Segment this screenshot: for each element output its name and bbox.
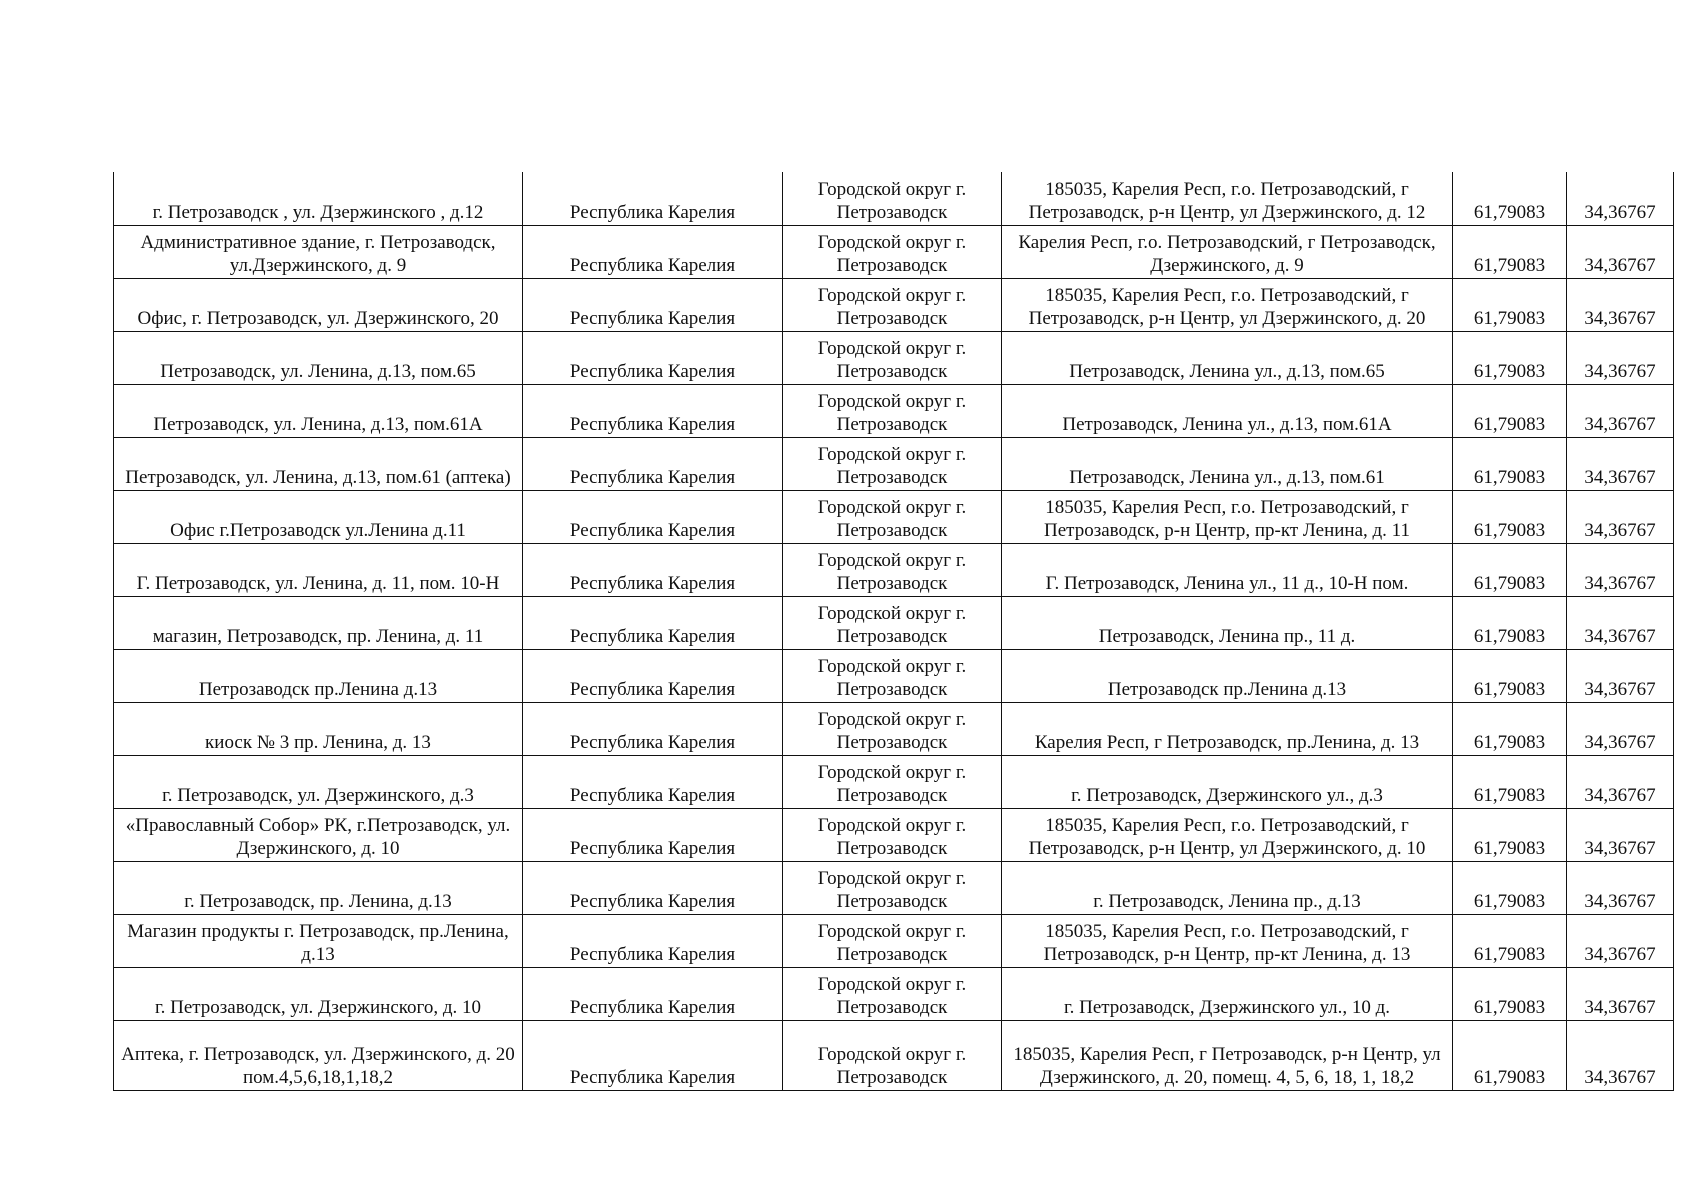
municipality-cell: Городской округ г. Петрозаводск: [783, 808, 1002, 861]
latitude-cell: 61,79083: [1453, 596, 1567, 649]
full-address-cell: 185035, Карелия Респ, г.о. Петрозаводский, г Петрозаводск, р-н Центр, пр-кт Ленина, д. 13: [1002, 914, 1453, 967]
municipality-cell: Городской округ г. Петрозаводск: [783, 490, 1002, 543]
longitude-cell: 34,36767: [1567, 225, 1674, 278]
table-row: [114, 914, 1674, 967]
table-row: [114, 861, 1674, 914]
table-row: [114, 543, 1674, 596]
object-name-cell: Офис г.Петрозаводск ул.Ленина д.11: [114, 490, 523, 543]
full-address-cell: г. Петрозаводск, Дзержинского ул., д.3: [1002, 755, 1453, 808]
full-address-cell: 185035, Карелия Респ, г.о. Петрозаводский, г Петрозаводск, р-н Центр, пр-кт Ленина, д. 11: [1002, 490, 1453, 543]
longitude-cell: 34,36767: [1567, 914, 1674, 967]
object-name-cell: г. Петрозаводск, ул. Дзержинского, д. 10: [114, 967, 523, 1020]
full-address-cell: г. Петрозаводск, Ленина пр., д.13: [1002, 861, 1453, 914]
latitude-cell: 61,79083: [1453, 967, 1567, 1020]
municipality-cell: Городской округ г. Петрозаводск: [783, 437, 1002, 490]
latitude-cell: 61,79083: [1453, 437, 1567, 490]
latitude-cell: 61,79083: [1453, 225, 1567, 278]
table-row: [114, 384, 1674, 437]
region-cell: Республика Карелия: [523, 225, 783, 278]
table-row: [114, 649, 1674, 702]
municipality-cell: Городской округ г. Петрозаводск: [783, 331, 1002, 384]
object-name-cell: Петрозаводск, ул. Ленина, д.13, пом.61 (аптека): [114, 437, 523, 490]
region-cell: Республика Карелия: [523, 437, 783, 490]
longitude-cell: 34,36767: [1567, 596, 1674, 649]
region-cell: Республика Карелия: [523, 808, 783, 861]
region-cell: Республика Карелия: [523, 861, 783, 914]
municipality-cell: Городской округ г. Петрозаводск: [783, 278, 1002, 331]
table-row: [114, 702, 1674, 755]
object-name-cell: Петрозаводск пр.Ленина д.13: [114, 649, 523, 702]
full-address-cell: 185035, Карелия Респ, г.о. Петрозаводский, г Петрозаводск, р-н Центр, ул Дзержинского, д. 12: [1002, 172, 1453, 225]
latitude-cell: 61,79083: [1453, 490, 1567, 543]
object-name-cell: «Православный Собор» РК, г.Петрозаводск, ул. Дзержинского, д. 10: [114, 808, 523, 861]
table-row: [114, 967, 1674, 1020]
municipality-cell: Городской округ г. Петрозаводск: [783, 543, 1002, 596]
object-name-cell: Петрозаводск, ул. Ленина, д.13, пом.65: [114, 331, 523, 384]
region-cell: Республика Карелия: [523, 596, 783, 649]
object-name-cell: г. Петрозаводск, пр. Ленина, д.13: [114, 861, 523, 914]
full-address-cell: 185035, Карелия Респ, г.о. Петрозаводский, г Петрозаводск, р-н Центр, ул Дзержинского, д. 20: [1002, 278, 1453, 331]
longitude-cell: 34,36767: [1567, 437, 1674, 490]
longitude-cell: 34,36767: [1567, 755, 1674, 808]
table-row: [114, 437, 1674, 490]
region-cell: Республика Карелия: [523, 384, 783, 437]
table-row: [114, 808, 1674, 861]
longitude-cell: 34,36767: [1567, 384, 1674, 437]
latitude-cell: 61,79083: [1453, 914, 1567, 967]
longitude-cell: 34,36767: [1567, 331, 1674, 384]
table-row: [114, 331, 1674, 384]
longitude-cell: 34,36767: [1567, 861, 1674, 914]
object-name-cell: киоск № 3 пр. Ленина, д. 13: [114, 702, 523, 755]
longitude-cell: 34,36767: [1567, 172, 1674, 225]
object-name-cell: Магазин продукты г. Петрозаводск, пр.Ленина, д.13: [114, 914, 523, 967]
municipality-cell: Городской округ г. Петрозаводск: [783, 596, 1002, 649]
municipality-cell: Городской округ г. Петрозаводск: [783, 1020, 1002, 1090]
full-address-cell: г. Петрозаводск, Дзержинского ул., 10 д.: [1002, 967, 1453, 1020]
full-address-cell: Петрозаводск, Ленина ул., д.13, пом.61: [1002, 437, 1453, 490]
latitude-cell: 61,79083: [1453, 649, 1567, 702]
region-cell: Республика Карелия: [523, 172, 783, 225]
longitude-cell: 34,36767: [1567, 278, 1674, 331]
region-cell: Республика Карелия: [523, 702, 783, 755]
longitude-cell: 34,36767: [1567, 808, 1674, 861]
object-name-cell: Аптека, г. Петрозаводск, ул. Дзержинского, д. 20 пом.4,5,6,18,1,18,2: [114, 1020, 523, 1090]
latitude-cell: 61,79083: [1453, 543, 1567, 596]
full-address-cell: 185035, Карелия Респ, г.о. Петрозаводский, г Петрозаводск, р-н Центр, ул Дзержинского, д. 10: [1002, 808, 1453, 861]
table-row: [114, 172, 1674, 225]
latitude-cell: 61,79083: [1453, 808, 1567, 861]
full-address-cell: Карелия Респ, г Петрозаводск, пр.Ленина, д. 13: [1002, 702, 1453, 755]
full-address-cell: Г. Петрозаводск, Ленина ул., 11 д., 10-Н пом.: [1002, 543, 1453, 596]
municipality-cell: Городской округ г. Петрозаводск: [783, 649, 1002, 702]
municipality-cell: Городской округ г. Петрозаводск: [783, 172, 1002, 225]
latitude-cell: 61,79083: [1453, 331, 1567, 384]
municipality-cell: Городской округ г. Петрозаводск: [783, 861, 1002, 914]
latitude-cell: 61,79083: [1453, 755, 1567, 808]
latitude-cell: 61,79083: [1453, 172, 1567, 225]
longitude-cell: 34,36767: [1567, 702, 1674, 755]
table-row: [114, 225, 1674, 278]
municipality-cell: Городской округ г. Петрозаводск: [783, 914, 1002, 967]
address-table: [113, 172, 1674, 1091]
longitude-cell: 34,36767: [1567, 490, 1674, 543]
object-name-cell: Г. Петрозаводск, ул. Ленина, д. 11, пом. 10-Н: [114, 543, 523, 596]
full-address-cell: Петрозаводск пр.Ленина д.13: [1002, 649, 1453, 702]
full-address-cell: 185035, Карелия Респ, г Петрозаводск, р-н Центр, ул Дзержинского, д. 20, помещ. 4, 5, 6, 18, 1, 18,2: [1002, 1020, 1453, 1090]
region-cell: Республика Карелия: [523, 490, 783, 543]
latitude-cell: 61,79083: [1453, 702, 1567, 755]
region-cell: Республика Карелия: [523, 331, 783, 384]
municipality-cell: Городской округ г. Петрозаводск: [783, 755, 1002, 808]
full-address-cell: Петрозаводск, Ленина ул., д.13, пом.61А: [1002, 384, 1453, 437]
table-row: [114, 278, 1674, 331]
region-cell: Республика Карелия: [523, 755, 783, 808]
object-name-cell: магазин, Петрозаводск, пр. Ленина, д. 11: [114, 596, 523, 649]
object-name-cell: г. Петрозаводск , ул. Дзержинского , д.12: [114, 172, 523, 225]
region-cell: Республика Карелия: [523, 914, 783, 967]
longitude-cell: 34,36767: [1567, 1020, 1674, 1090]
table-row: [114, 755, 1674, 808]
region-cell: Республика Карелия: [523, 649, 783, 702]
latitude-cell: 61,79083: [1453, 861, 1567, 914]
table-row: [114, 490, 1674, 543]
object-name-cell: Административное здание, г. Петрозаводск, ул.Дзержинского, д. 9: [114, 225, 523, 278]
longitude-cell: 34,36767: [1567, 967, 1674, 1020]
region-cell: Республика Карелия: [523, 1020, 783, 1090]
region-cell: Республика Карелия: [523, 543, 783, 596]
longitude-cell: 34,36767: [1567, 543, 1674, 596]
table-row: [114, 596, 1674, 649]
full-address-cell: Карелия Респ, г.о. Петрозаводский, г Петрозаводск, Дзержинского, д. 9: [1002, 225, 1453, 278]
region-cell: Республика Карелия: [523, 278, 783, 331]
municipality-cell: Городской округ г. Петрозаводск: [783, 225, 1002, 278]
full-address-cell: Петрозаводск, Ленина пр., 11 д.: [1002, 596, 1453, 649]
longitude-cell: 34,36767: [1567, 649, 1674, 702]
object-name-cell: Офис, г. Петрозаводск, ул. Дзержинского, 20: [114, 278, 523, 331]
municipality-cell: Городской округ г. Петрозаводск: [783, 702, 1002, 755]
object-name-cell: г. Петрозаводск, ул. Дзержинского, д.3: [114, 755, 523, 808]
table-body: [114, 172, 1674, 1090]
full-address-cell: Петрозаводск, Ленина ул., д.13, пом.65: [1002, 331, 1453, 384]
municipality-cell: Городской округ г. Петрозаводск: [783, 967, 1002, 1020]
latitude-cell: 61,79083: [1453, 384, 1567, 437]
object-name-cell: Петрозаводск, ул. Ленина, д.13, пом.61А: [114, 384, 523, 437]
region-cell: Республика Карелия: [523, 967, 783, 1020]
table-row: [114, 1020, 1674, 1090]
latitude-cell: 61,79083: [1453, 1020, 1567, 1090]
latitude-cell: 61,79083: [1453, 278, 1567, 331]
municipality-cell: Городской округ г. Петрозаводск: [783, 384, 1002, 437]
